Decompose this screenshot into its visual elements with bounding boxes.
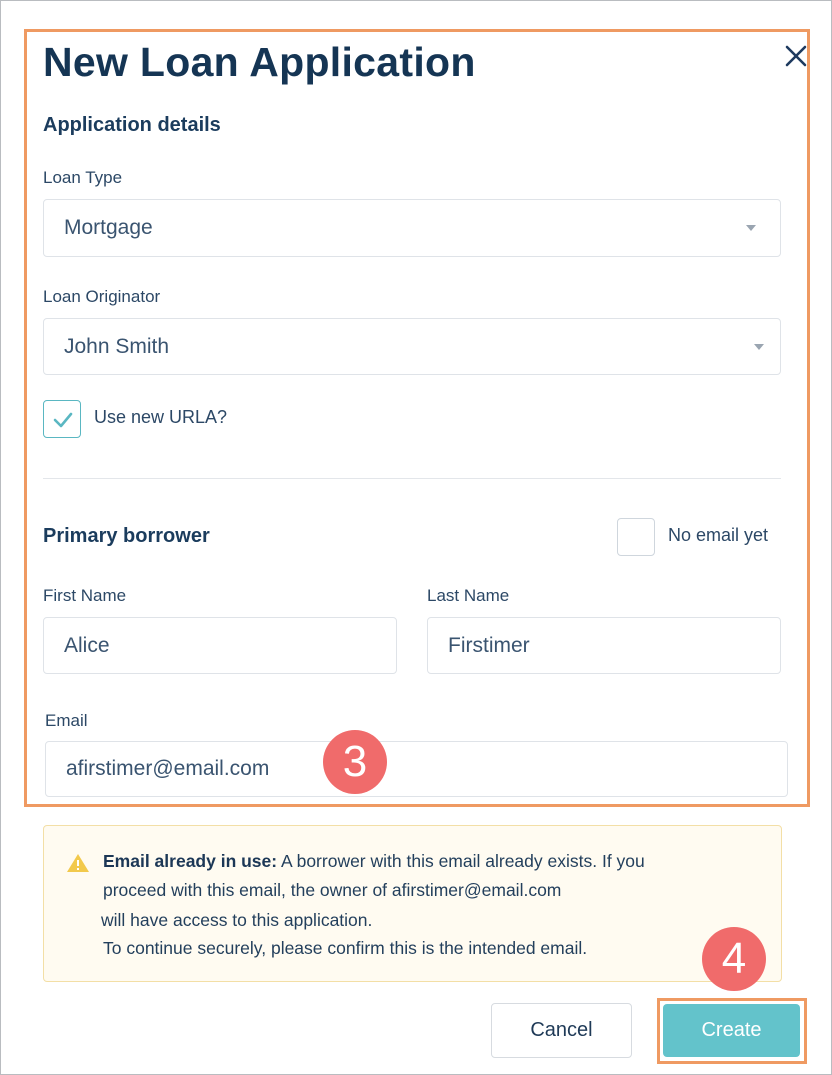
create-button[interactable]: Create	[663, 1004, 800, 1057]
warning-email: afirstimer@email.com	[391, 880, 562, 900]
email-input[interactable]	[45, 741, 788, 797]
last-name-label: Last Name	[427, 586, 510, 605]
loan-originator-select[interactable]	[43, 318, 781, 375]
close-icon[interactable]	[781, 41, 811, 71]
warning-text-1: A borrower with this email already exists. If you	[281, 851, 645, 871]
use-new-urla-label: Use new URLA?	[94, 407, 228, 427]
loan-type-label: Loan Type	[43, 168, 123, 187]
section-divider	[43, 478, 781, 479]
first-name-value: Alice	[64, 633, 110, 657]
no-email-yet-label: No email yet	[668, 525, 769, 545]
warning-title: Email already in use:	[103, 851, 278, 871]
chevron-down-icon	[754, 344, 764, 350]
warning-line-4: To continue securely, please confirm this is the intended email.	[103, 938, 588, 958]
warning-line-3: will have access to this application.	[101, 910, 373, 930]
check-icon	[52, 410, 74, 430]
step-3-callout: 3	[323, 730, 387, 794]
email-label: Email	[45, 711, 88, 730]
warning-text-2: proceed with this email, the owner of	[103, 880, 388, 900]
warning-triangle-icon	[66, 853, 90, 873]
warning-line-2	[103, 880, 561, 901]
chevron-down-icon	[746, 225, 756, 231]
no-email-yet-checkbox[interactable]	[617, 518, 655, 556]
warning-line-1	[103, 851, 645, 872]
email-in-use-warning	[43, 825, 782, 982]
first-name-label: First Name	[43, 586, 127, 605]
loan-originator-value: John Smith	[64, 334, 170, 358]
first-name-input[interactable]	[43, 617, 397, 674]
loan-type-value: Mortgage	[64, 216, 153, 239]
last-name-value: Firstimer	[448, 633, 530, 657]
email-value: afirstimer@email.com	[66, 757, 270, 780]
loan-type-select[interactable]	[43, 199, 781, 257]
step-4-callout: 4	[702, 927, 766, 991]
loan-originator-label: Loan Originator	[43, 287, 161, 306]
use-new-urla-checkbox[interactable]	[43, 400, 81, 438]
dialog-title: New Loan Application	[43, 39, 476, 85]
cancel-button[interactable]: Cancel	[491, 1003, 632, 1058]
primary-borrower-heading: Primary borrower	[43, 525, 210, 547]
last-name-input[interactable]	[427, 617, 781, 674]
application-details-heading: Application details	[43, 114, 221, 136]
